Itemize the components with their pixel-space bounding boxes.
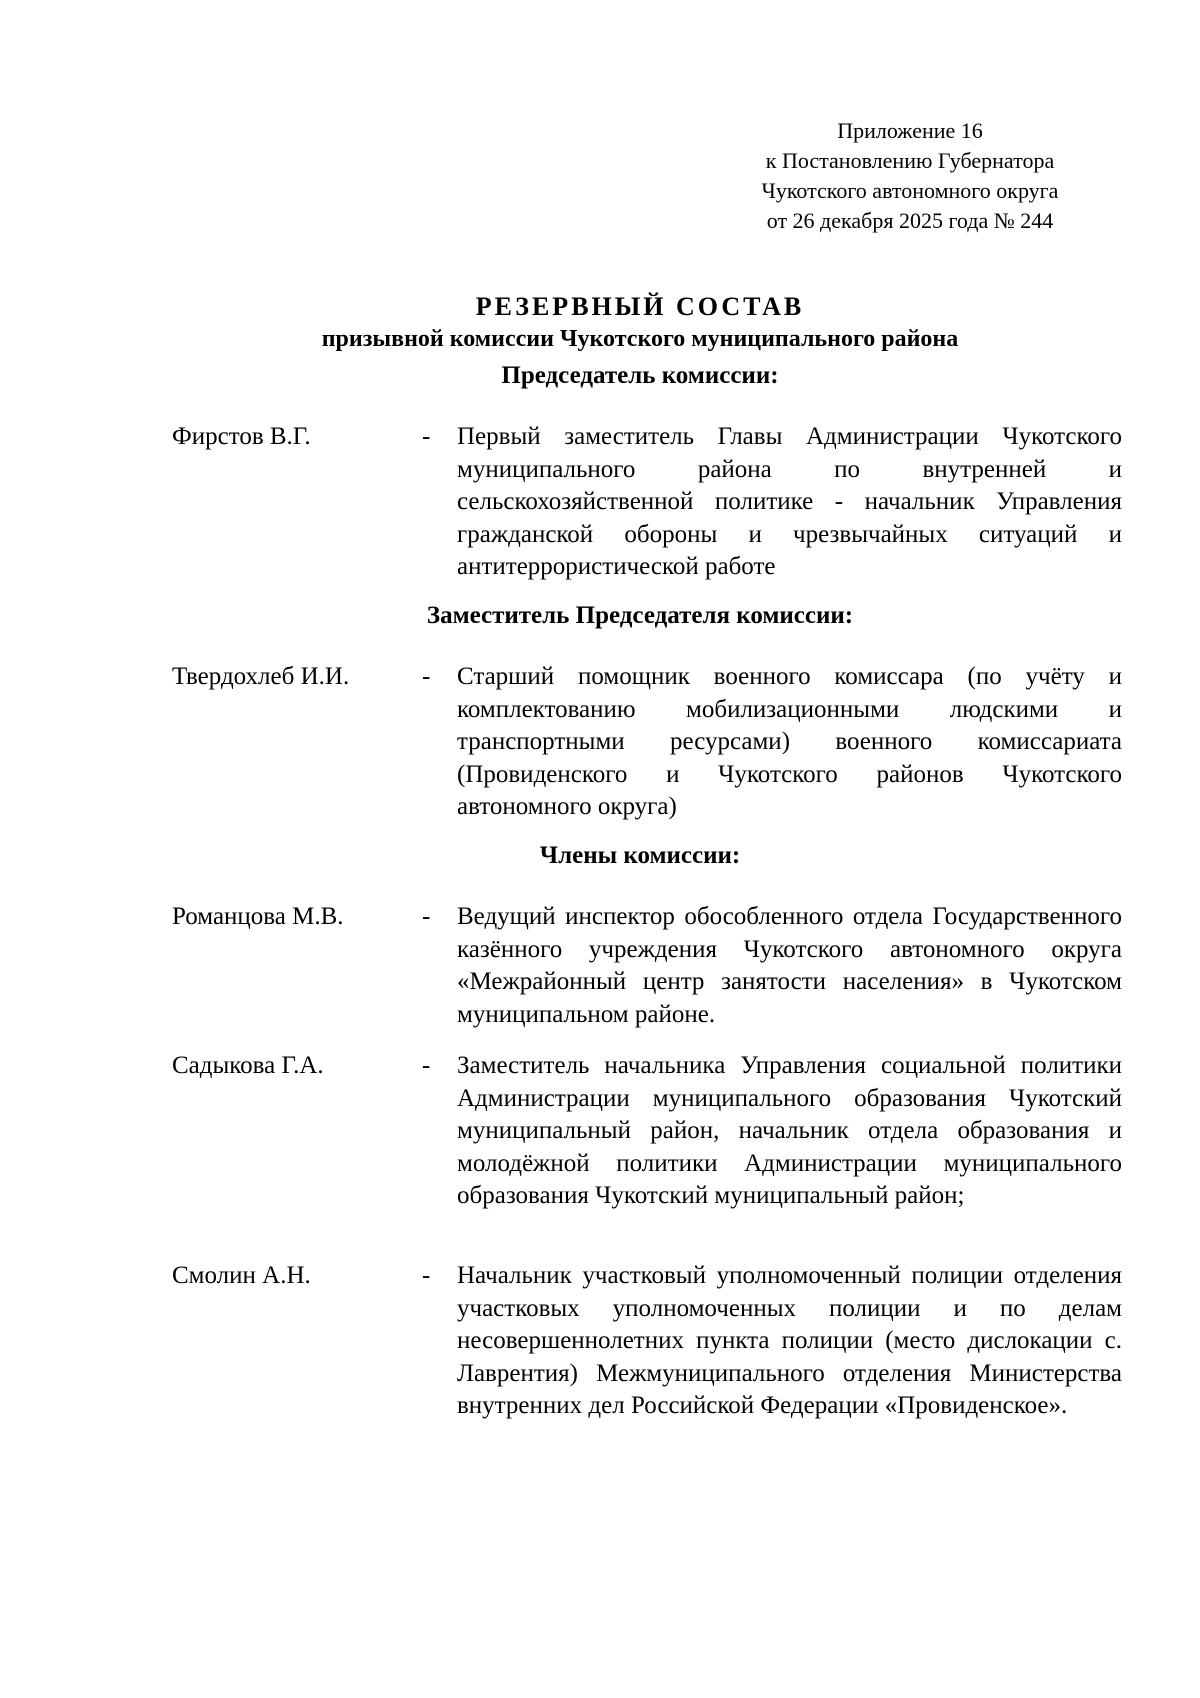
document-title: РЕЗЕРВНЫЙ СОСТАВ xyxy=(475,292,805,321)
entry-position: Заместитель начальника Управления социальной политики Администрации муниципального образования Чукотский муниципальный район, начальник отдела образования и молодёжной политики Администрации муниципального образования Чукотский муниципальный район; xyxy=(457,1052,1122,1209)
entry-position: Начальник участковый уполномоченный полиции отделения участковых уполномоченных полиции и по делам несовершеннолетних пункта полиции (место дислокации с. Лаврентия) Межмуниципального отделения Министерства внутренних дел Российской Федерации «Провиденское». xyxy=(457,1262,1122,1419)
appendix-number: Приложение 16 xyxy=(837,118,983,143)
entry-dash: - xyxy=(422,903,431,930)
appendix-region: Чукотского автономного округа xyxy=(761,178,1059,203)
appendix-date: от 26 декабря 2025 года № 244 xyxy=(766,208,1054,233)
chairman-heading: Председатель комиссии: xyxy=(501,362,779,389)
entry-position: Старший помощник военного комиссара (по учёту и комплектованию мобилизационными людскими и транспортными ресурсами) военного комиссариата (Провиденского и Чукотского районов Чукотского автономного округа) xyxy=(457,663,1122,820)
appendix-reference: к Постановлению Губернатора xyxy=(765,148,1055,173)
entry-name: Смолин А.Н. xyxy=(172,1262,311,1289)
members-heading: Члены комиссии: xyxy=(539,842,741,869)
entry-name: Фирстов В.Г. xyxy=(172,423,311,450)
entry-name: Романцова М.В. xyxy=(172,903,344,930)
entry-position: Ведущий инспектор обособленного отдела Государственного казённого учреждения Чукотского автономного округа «Межрайонный центр занятости населения» в Чукотском муниципальном районе. xyxy=(457,903,1122,1028)
appendix-block xyxy=(700,116,1120,236)
entry-dash: - xyxy=(422,1052,431,1079)
entry-position: Первый заместитель Главы Администрации Чукотского муниципального района по внутренней и сельскохозяйственной политике - начальник Управления гражданской обороны и чрезвычайных ситуаций и антитеррористической работе xyxy=(457,423,1122,580)
entry-name: Твердохлеб И.И. xyxy=(172,663,350,690)
document-subtitle: призывной комиссии Чукотского муниципального района xyxy=(321,326,959,352)
entry-name: Садыкова Г.А. xyxy=(172,1052,324,1079)
entry-dash: - xyxy=(422,663,431,690)
entry-dash: - xyxy=(422,423,431,450)
deputy-heading: Заместитель Председателя комиссии: xyxy=(426,602,854,629)
entry-dash: - xyxy=(422,1262,431,1289)
